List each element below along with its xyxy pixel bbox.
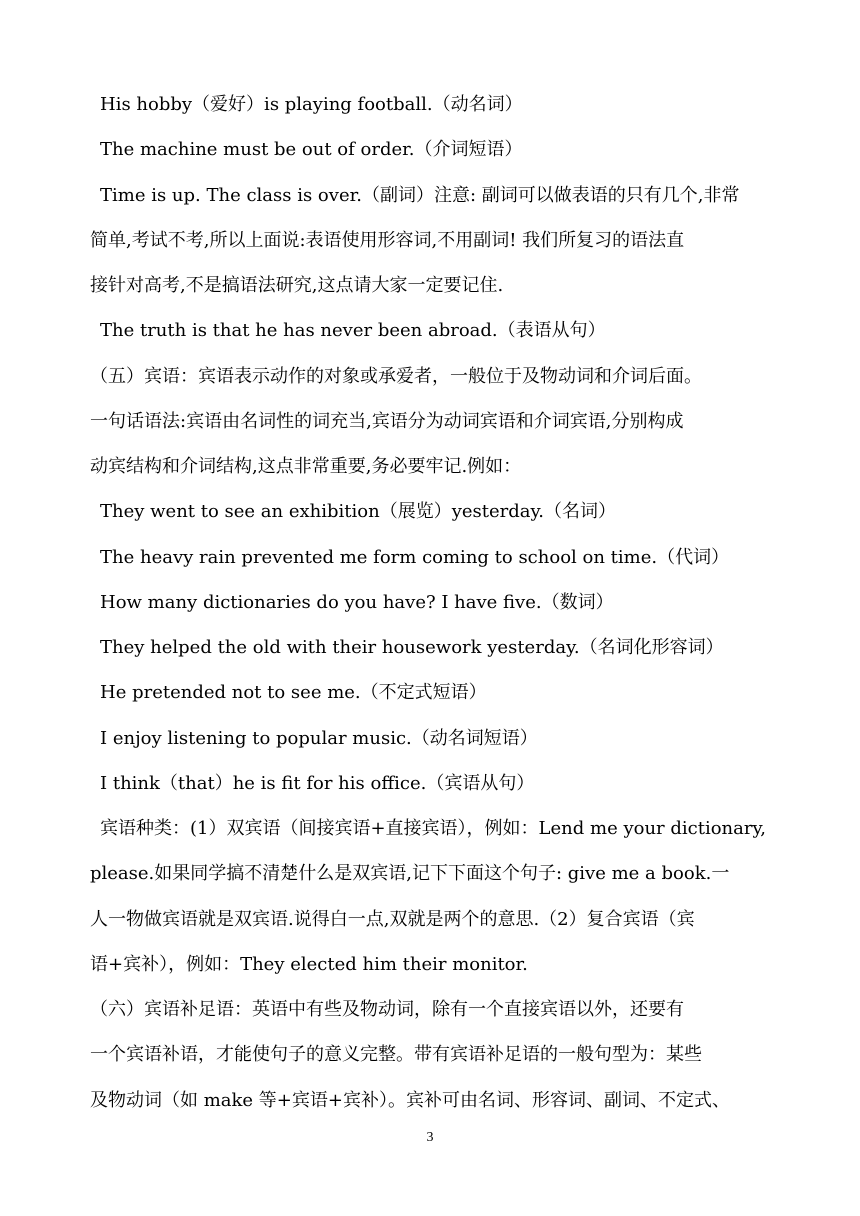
text-line: 动宾结构和介词结构,这点非常重要,务必要牢记.例如： [90, 456, 522, 477]
text-line: 一句话语法:宾语由名词性的词充当,宾语分为动词宾语和介词宾语,分别构成 [90, 410, 684, 432]
text-line: How many dictionaries do you have? I have five.（数词） [100, 591, 614, 613]
text-line: The machine must be out of order.（介词短语） [100, 139, 523, 161]
text-line: The truth is that he has never been abroad.（表语从句） [100, 320, 606, 342]
text-line: （六）宾语补足语：英语中有些及物动词，除有一个直接宾语以外，还要有 [90, 999, 684, 1020]
text-line: 一个宾语补语，才能使句子的意义完整。带有宾语补足语的一般句型为：某些 [90, 1044, 702, 1066]
text-line: 语+宾补），例如：They elected him their monitor. [90, 953, 528, 975]
text-line: 人一物做宾语就是双宾语.说得白一点,双就是两个的意思.（2）复合宾语（宾 [90, 908, 695, 930]
document-body [90, 82, 772, 1123]
text-line: I enjoy listening to popular music.（动名词短语） [100, 727, 538, 749]
text-line: His hobby（爱好）is playing football.（动名词） [100, 94, 523, 115]
text-line: I think（that）he is fit for his office.（宾语从句） [100, 772, 535, 794]
text-line: They went to see an exhibition（展览）yesterday.（名词） [100, 501, 617, 523]
text-line: He pretended not to see me.（不定式短语） [100, 682, 487, 704]
text-line: please.如果同学搞不清楚什么是双宾语,记下下面这个句子: give me a book.一 [90, 863, 730, 885]
page-number: 3 [426, 1130, 434, 1145]
text-line: The heavy rain prevented me form coming to school on time.（代词） [100, 546, 730, 568]
text-line: 简单,考试不考,所以上面说:表语使用形容词,不用副词! 我们所复习的语法直 [90, 229, 685, 251]
text-line: They helped the old with their housework yesterday.（名词化形容词） [100, 637, 724, 658]
text-line: 及物动词（如 make 等+宾语+宾补）。宾补可由名词、形容词、副词、不定式、 [90, 1089, 730, 1111]
text-line: 宾语种类：(1）双宾语（间接宾语+直接宾语），例如：Lend me your dictionary, [100, 818, 766, 839]
text-line: Time is up. The class is over.（副词）注意: 副词可以做表语的只有几个,非常 [100, 184, 740, 206]
text-line: （五）宾语：宾语表示动作的对象或承爱者，一般位于及物动词和介词后面。 [90, 365, 702, 387]
text-line: 接针对高考,不是搞语法研究,这点请大家一定要记住. [90, 275, 504, 296]
